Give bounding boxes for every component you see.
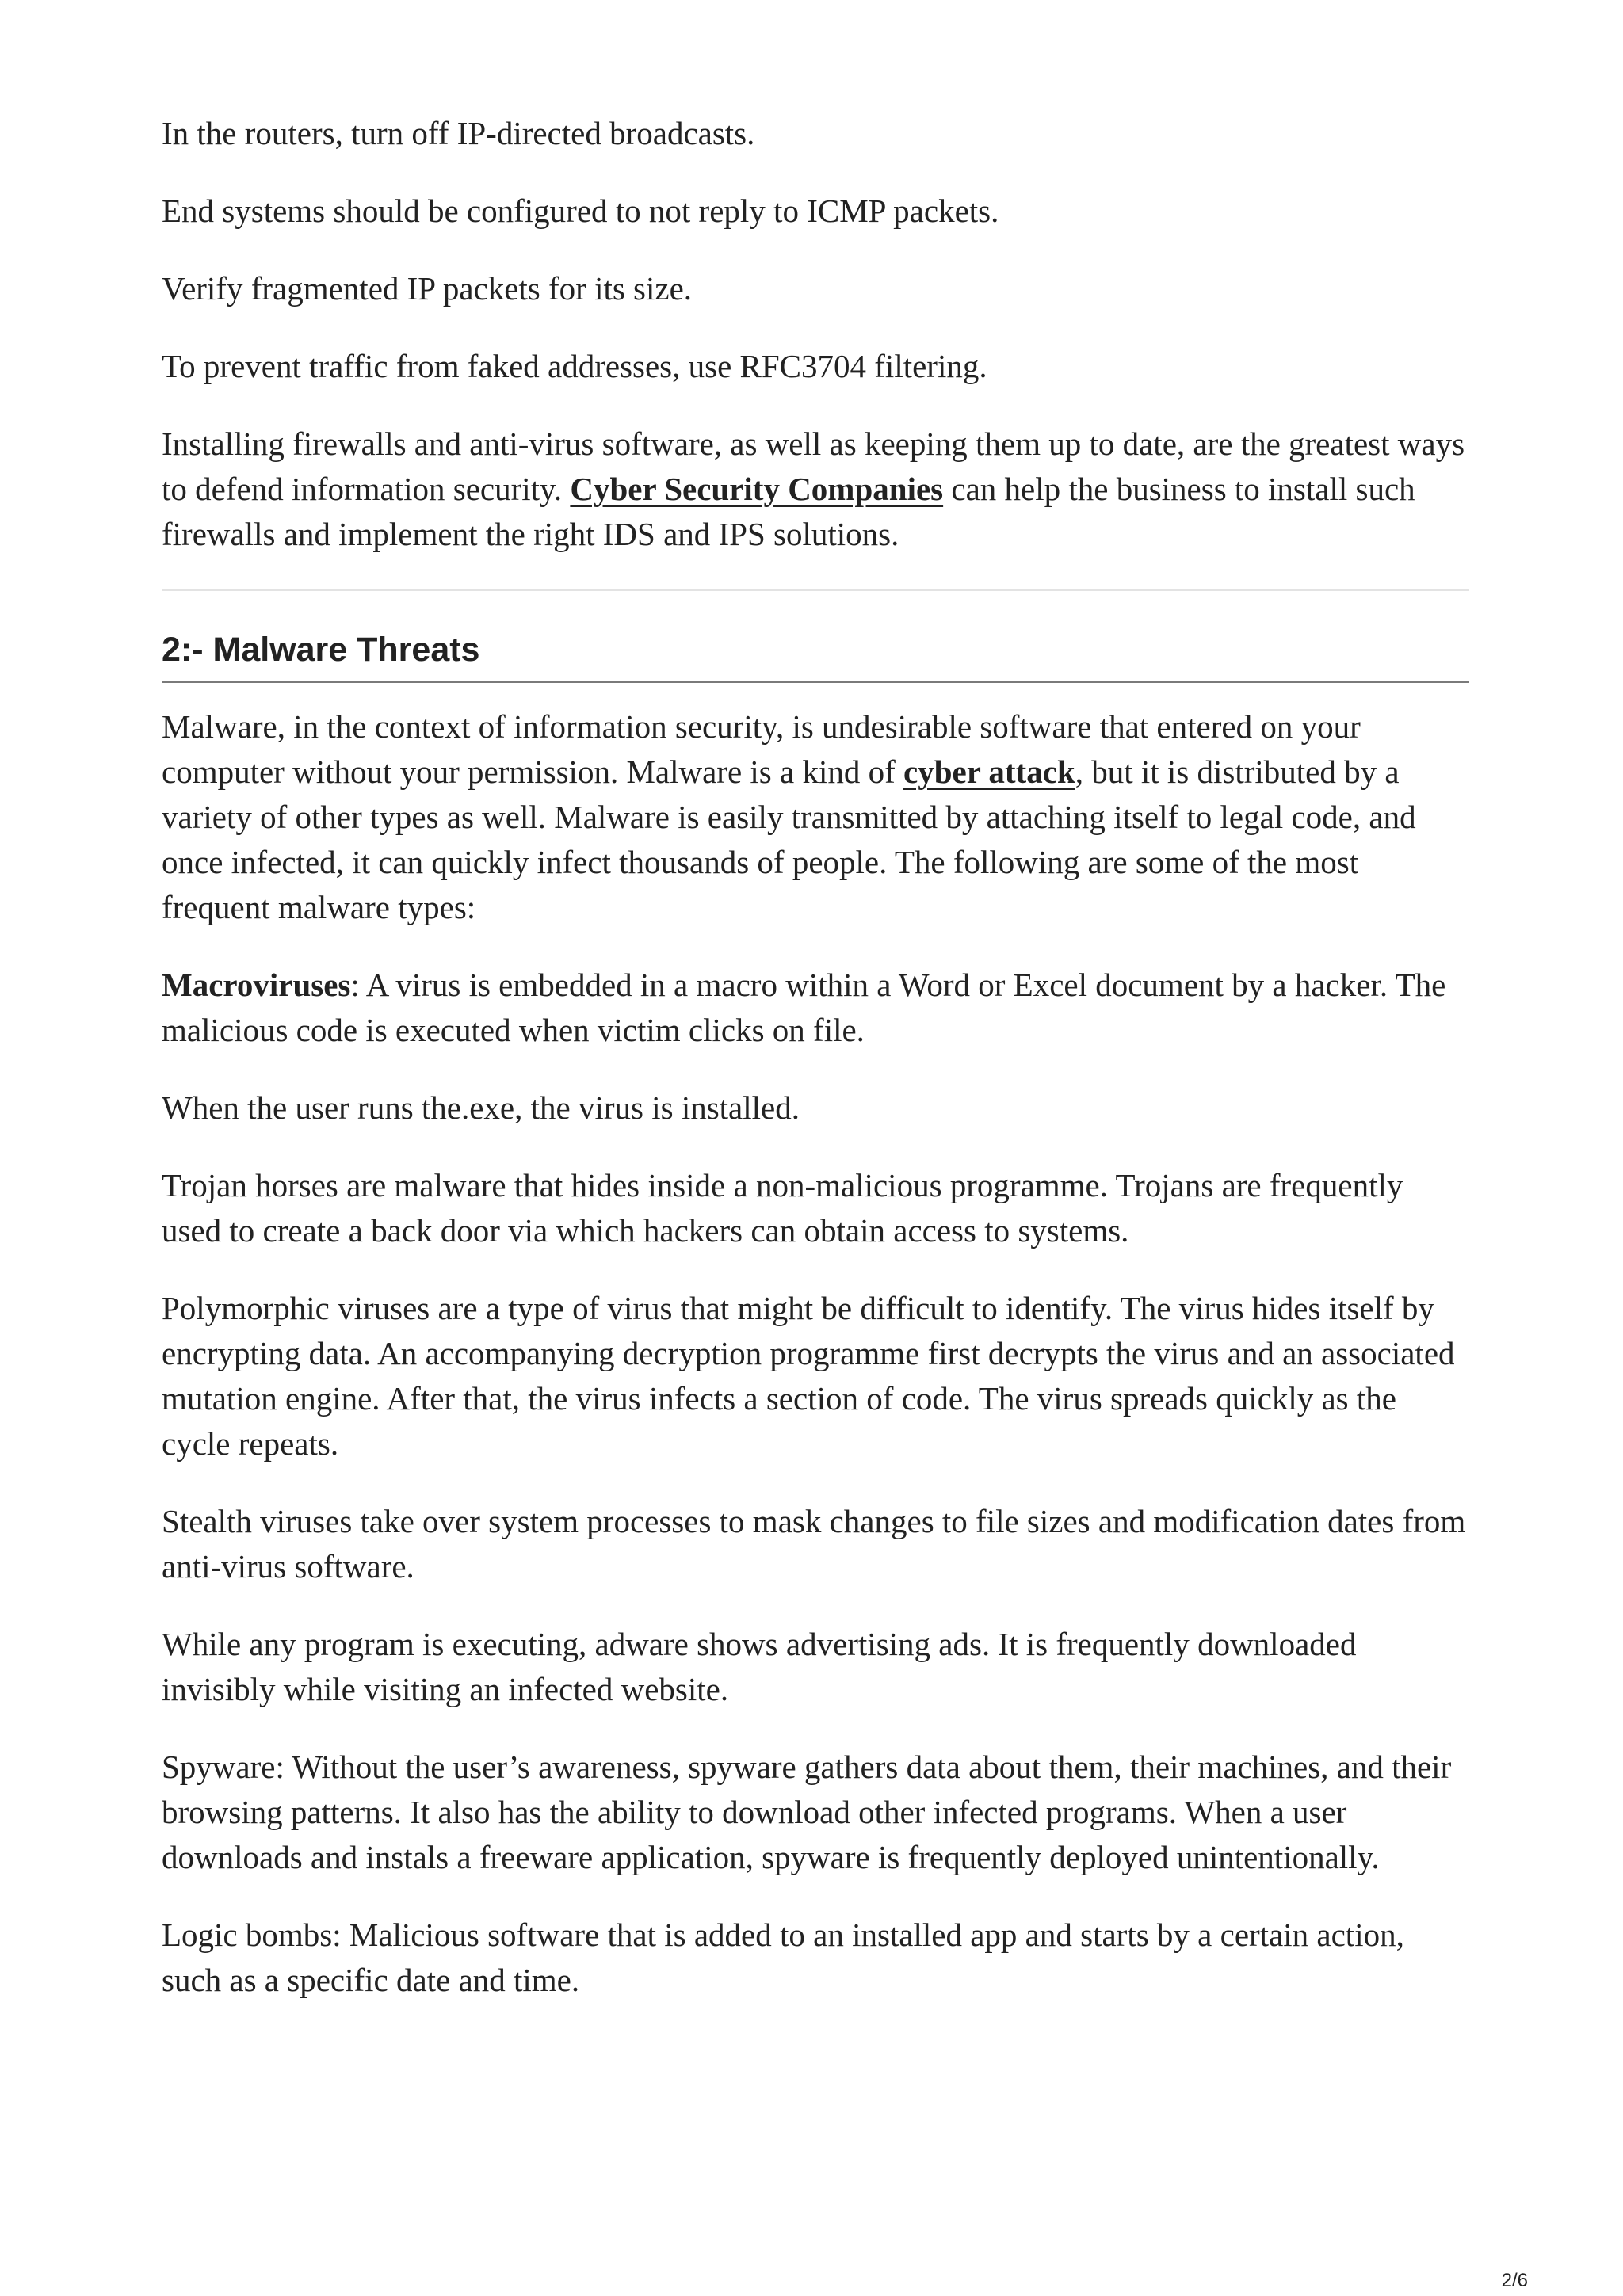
paragraph-firewalls-text-b: can help the business to install such firewalls and implement the right IDS and IPS solutions. [162, 471, 1415, 552]
paragraph-icmp: End systems should be configured to not reply to ICMP packets. [162, 193, 999, 229]
document-page [162, 111, 1469, 2035]
paragraph-malware-intro [162, 704, 1469, 930]
paragraph-ip-broadcasts: In the routers, turn off IP-directed broadcasts. [162, 115, 755, 151]
macroviruses-label: Macroviruses [162, 967, 351, 1003]
paragraph-fragmented-packets: Verify fragmented IP packets for its size. [162, 270, 693, 307]
paragraph-stealth-viruses: Stealth viruses take over system processes to mask changes to file sizes and modification dates from anti-virus software. [162, 1503, 1466, 1585]
cyber-attack-link[interactable]: cyber attack [903, 753, 1075, 790]
paragraph-trojan-horses: Trojan horses are malware that hides inside a non-malicious programme. Trojans are frequently used to create a back door via which hackers can obtain access to systems. [162, 1167, 1403, 1249]
paragraph-firewalls-text-a: Installing firewalls and anti-virus software, as well as keeping them up to date, are the greatest ways to defend information security. [162, 425, 1465, 507]
paragraph-logic-bombs: Logic bombs: Malicious software that is added to an installed app and starts by a certain action, such as a specific date and time. [162, 1917, 1404, 1998]
section-heading-malware-threats: 2:- Malware Threats [162, 629, 1469, 683]
malware-intro-text-b: , but it is distributed by a variety of other types as well. Malware is easily transmitted by attaching itself to legal code, and once infected, it can quickly infect thousands of people. The following are some of the most frequent malware types: [162, 753, 1416, 925]
paragraph-exe: When the user runs the.exe, the virus is installed. [162, 1089, 800, 1126]
paragraph-polymorphic-viruses: Polymorphic viruses are a type of virus that might be difficult to identify. The virus hides itself by encrypting data. An accompanying decryption programme first decrypts the virus and an associated mutation engine. After that, the virus infects a section of code. The virus spreads quickly as the cycle repeats. [162, 1290, 1455, 1462]
section-divider [162, 589, 1469, 591]
paragraph-spyware: Spyware: Without the user’s awareness, spyware gathers data about them, their machines, and their browsing patterns. It also has the ability to download other infected programs. When a user downloads and instals a freeware application, spyware is frequently deployed unintentionally. [162, 1749, 1452, 1875]
paragraph-firewalls [162, 421, 1469, 557]
macroviruses-text: : A virus is embedded in a macro within a Word or Excel document by a hacker. The malicious code is executed when victim clicks on file. [162, 967, 1446, 1048]
cyber-security-companies-link[interactable]: Cyber Security Companies [570, 471, 944, 507]
paragraph-rfc3704: To prevent traffic from faked addresses, use RFC3704 filtering. [162, 348, 987, 384]
paragraph-macroviruses [162, 963, 1469, 1053]
page-number: 2/6 [1501, 2270, 1528, 2291]
malware-intro-text-a: Malware, in the context of information security, is undesirable software that entered on your computer without your permission. Malware is a kind of [162, 708, 1361, 790]
paragraph-adware: While any program is executing, adware shows advertising ads. It is frequently downloaded invisibly while visiting an infected website. [162, 1626, 1357, 1707]
